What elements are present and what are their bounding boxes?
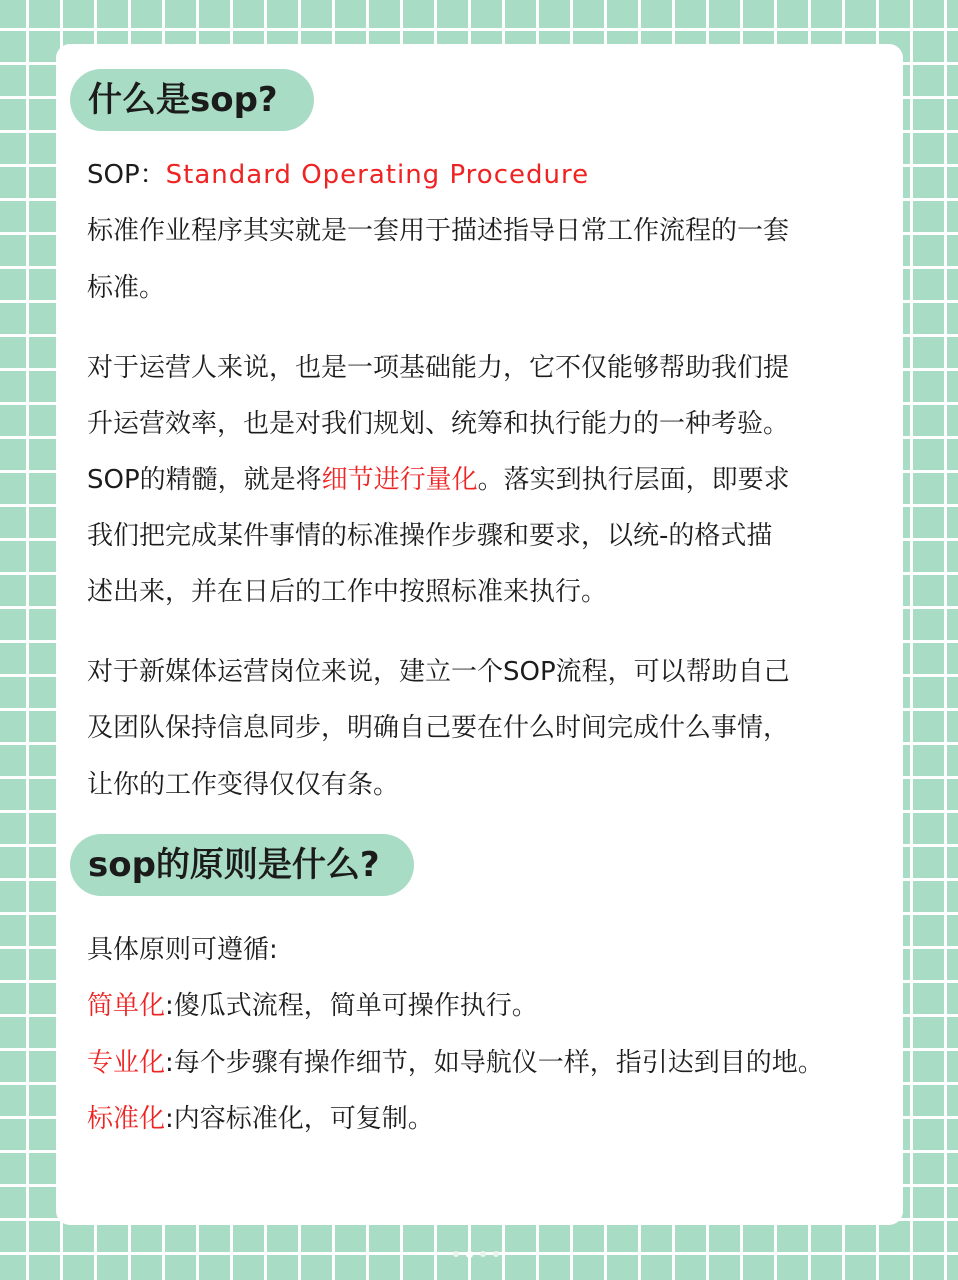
page-dot-1[interactable] — [453, 1251, 459, 1257]
paragraph-1-line-2: 标准。 — [87, 273, 166, 303]
section-heading-what-is-sop: 什么是sop? — [70, 69, 314, 131]
principle-term: 简单化 — [87, 991, 166, 1021]
sop-prefix: SOP： — [87, 160, 166, 190]
page-dot-3[interactable] — [480, 1251, 486, 1257]
page-dot-4[interactable] — [493, 1251, 499, 1257]
principle-desc: :傻瓜式流程，简单可操作执行。 — [165, 991, 538, 1021]
highlight-quantify-details: 细节进行量化 — [321, 465, 478, 495]
paragraph-2-line-5: 述出来，并在日后的工作中按照标准来执行。 — [87, 577, 608, 607]
principles-intro: 具体原则可遵循: — [87, 935, 278, 965]
page-dot-2-active[interactable] — [466, 1251, 473, 1258]
principle-item — [87, 1102, 434, 1136]
content-card — [56, 44, 903, 1225]
paragraph-2-line-3-end: 。落实到执行层面，即要求 — [477, 465, 790, 495]
paragraph-2-line-4: 我们把完成某件事情的标准操作步骤和要求，以统-的格式描 — [87, 521, 773, 551]
paragraph-2-line-3 — [87, 463, 790, 497]
paragraph-1-line-1: 标准作业程序其实就是一套用于描述指导日常工作流程的一套 — [87, 216, 790, 246]
principle-desc: :每个步骤有操作细节，如导航仪一样，指引达到目的地。 — [165, 1048, 824, 1078]
paragraph-3-line-3: 让你的工作变得仅仅有条。 — [87, 770, 400, 800]
paragraph-3-line-2: 及团队保持信息同步，明确自己要在什么时间完成什么事情， — [87, 713, 790, 743]
principle-item — [87, 989, 538, 1023]
sop-full-name: Standard Operating Procedure — [165, 160, 590, 190]
page-indicator[interactable] — [453, 1249, 499, 1259]
principle-item — [87, 1046, 824, 1080]
principle-desc: :内容标准化，可复制。 — [165, 1104, 434, 1134]
sop-definition-line — [87, 158, 589, 192]
paragraph-2-line-1: 对于运营人来说，也是一项基础能力，它不仅能够帮助我们提 — [87, 353, 790, 383]
paragraph-3-line-1: 对于新媒体运营岗位来说，建立一个SOP流程，可以帮助自己 — [87, 657, 790, 687]
section-heading-sop-principles: sop的原则是什么? — [70, 834, 414, 896]
paragraph-2-line-2: 升运营效率，也是对我们规划、统筹和执行能力的一种考验。 — [87, 409, 790, 439]
principle-term: 专业化 — [87, 1048, 166, 1078]
principle-term: 标准化 — [87, 1104, 166, 1134]
paragraph-2-line-3-start: SOP的精髓，就是将 — [87, 465, 322, 495]
